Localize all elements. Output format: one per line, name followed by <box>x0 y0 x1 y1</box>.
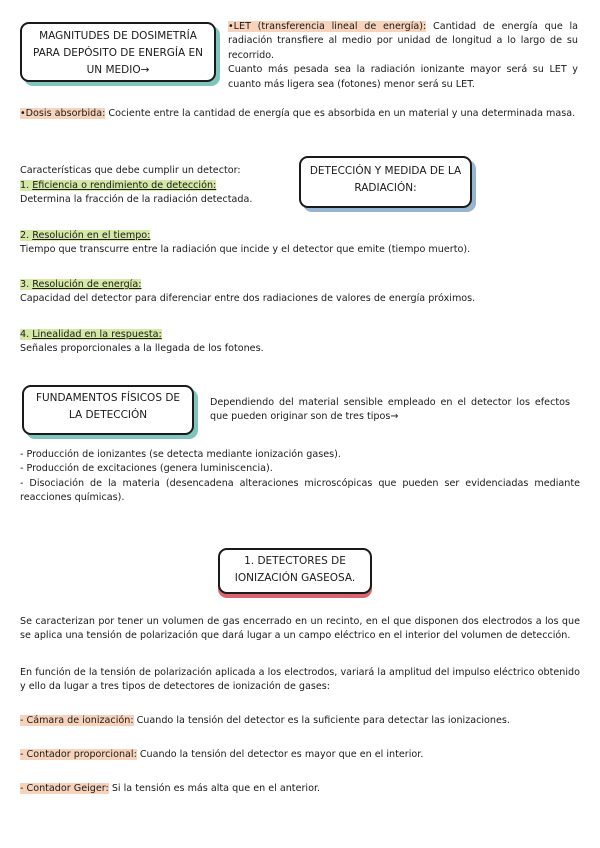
detector-item-3 <box>20 278 580 307</box>
efecto-item: - Producción de ionizantes (se detecta mediante ionización gases). <box>20 449 341 460</box>
detectores-title: 1. DETECTORES DE IONIZACIÓN GASEOSA. <box>234 555 356 584</box>
gas-type-text: Si la tensión es más alta que en el anterior. <box>108 783 321 794</box>
magnitudes-title: MAGNITUDES DE DOSIMETRÍA PARA DEPÓSITO DE ENERGÍA EN UN MEDIO→ <box>32 30 204 76</box>
fundamentos-title-box <box>22 385 194 435</box>
detector-item-4-text: Señales proporcionales a la llegada de los fotones. <box>20 343 264 355</box>
detector-intro: Características que debe cumplir un detector: <box>20 165 241 176</box>
efectos-list <box>20 448 580 506</box>
gas-type-text: Cuando la tensión del detector es mayor que en el interior. <box>136 749 424 760</box>
efecto-item: - Disociación de la materia (desencadena alteraciones microscópicas que pueden ser evidenciadas mediante reacciones químicas). <box>20 477 580 504</box>
detectores-title-box <box>218 548 372 594</box>
fundamentos-title: FUNDAMENTOS FÍSICOS DE LA DETECCIÓN <box>35 392 181 421</box>
gas-type-term: - Cámara de ionización: <box>20 715 134 726</box>
let-note: Cuanto más pesada sea la radiación ionizante mayor será su LET y cuanto más ligera sea (fotones) menor será su LET. <box>228 64 578 90</box>
dosis-term: •Dosis absorbida: <box>20 108 106 119</box>
gas-type-2 <box>20 748 580 762</box>
gas-type-term: - Contador Geiger: <box>20 783 109 794</box>
gas-type-1 <box>20 714 580 728</box>
efecto-item: - Producción de excitaciones (genera luminiscencia). <box>20 463 273 475</box>
dosis-block <box>20 107 585 121</box>
detector-item-2-heading: 2. Resolución en el tiempo: <box>20 230 151 241</box>
let-term: •LET (transferencia lineal de energía): <box>228 21 427 32</box>
deteccion-title: DETECCIÓN Y MEDIDA DE LA RADIACIÓN: <box>309 165 462 194</box>
detector-item-4-heading: 4. Linealidad en la respuesta: <box>20 329 162 340</box>
detector-item-1 <box>20 179 580 208</box>
let-block <box>228 20 578 92</box>
detector-item-4 <box>20 328 580 357</box>
gas-paragraph-2: En función de la tensión de polarización aplicada a los electrodos, variará la amplitud del impulso eléctrico obtenido y ello da lugar a tres tipos de detectores de ionización de gases: <box>20 667 580 693</box>
detector-item-3-heading: 3. Resolución de energía: <box>20 279 142 290</box>
fundamentos-text: Dependiendo del material sensible empleado en el detector los efectos que pueden originar son de tres tipos→ <box>210 397 570 423</box>
detector-item-3-text: Capacidad del detector para diferenciar entre dos radiaciones de valores de energía próximos. <box>20 293 476 305</box>
magnitudes-title-box <box>20 22 216 82</box>
dosis-definition: Cociente entre la cantidad de energía que es absorbida en un material y una determinada masa. <box>105 108 576 119</box>
detector-item-1-heading: 1. Eficiencia o rendimiento de detección: <box>20 180 217 191</box>
gas-type-text: Cuando la tensión del detector es la suficiente para detectar las ionizaciones. <box>133 715 510 726</box>
gas-type-term: - Contador proporcional: <box>20 749 137 760</box>
detector-item-2-text: Tiempo que transcurre entre la radiación que incide y el detector que emite (tiempo muerto). <box>20 244 471 256</box>
detector-item-1-text: Determina la fracción de la radiación detectada. <box>20 194 253 206</box>
gas-paragraph-1: Se caracterizan por tener un volumen de gas encerrado en un recinto, en el que disponen dos electrodos a los que se aplica una tensión de polarización que dará lugar a un campo eléctrico en el interior del volumen de detección. <box>20 616 580 642</box>
detector-item-2 <box>20 229 580 258</box>
let-definition: Cantidad de energía que la radiación transfiere al medio por unidad de longitud a lo largo de su recorrido. <box>228 21 579 61</box>
gas-type-3 <box>20 782 580 796</box>
